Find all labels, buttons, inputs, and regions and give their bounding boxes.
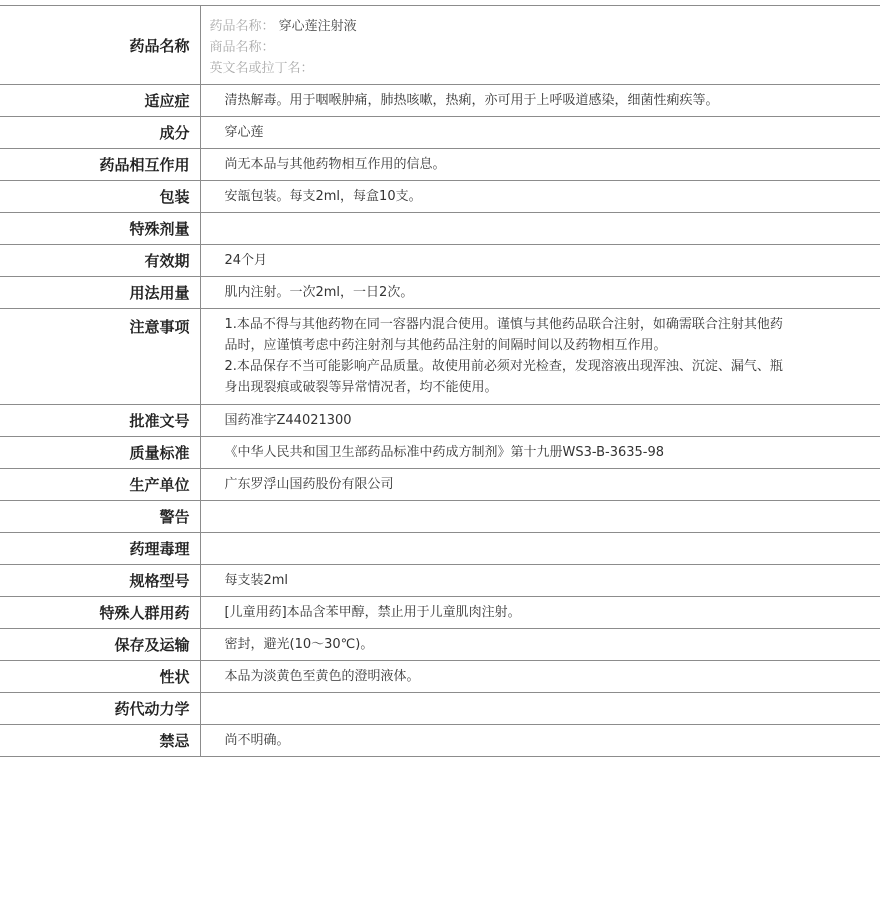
row-value: 安瓿包装。每支2ml，每盒10支。 — [224, 189, 422, 204]
row-value: 肌内注射。一次2ml，一日2次。 — [224, 285, 414, 300]
table-row-appearance — [0, 661, 880, 693]
row-value — [200, 213, 880, 245]
row-value: 每支装2ml — [224, 573, 289, 588]
table-row-manufacturer — [0, 469, 880, 501]
row-label: 用法用量 — [0, 277, 200, 309]
row-label: 质量标准 — [0, 437, 200, 469]
row-label: 禁忌 — [0, 725, 200, 757]
table-row-interactions — [0, 149, 880, 181]
row-label: 规格型号 — [0, 565, 200, 597]
table-row-packaging — [0, 181, 880, 213]
row-label: 批准文号 — [0, 405, 200, 437]
row-value: 《中华人民共和国卫生部药品标准中药成方制剂》第十九册WS3-B-3635-98 — [224, 445, 665, 460]
drug-info-table — [0, 5, 880, 757]
table-row-approval-number — [0, 405, 880, 437]
drug-name-block — [200, 6, 880, 85]
english-name-label: 英文名或拉丁名： — [209, 61, 314, 76]
row-label: 特殊剂量 — [0, 213, 200, 245]
row-label: 生产单位 — [0, 469, 200, 501]
row-value: 尚无本品与其他药物相互作用的信息。 — [224, 157, 446, 172]
row-value: 穿心莲 — [224, 125, 264, 140]
row-label: 保存及运输 — [0, 629, 200, 661]
table-row-specification — [0, 565, 880, 597]
generic-name-value: 穿心莲注射液 — [278, 19, 357, 34]
precaution-item-2: 2.本品保存不当可能影响产品质量。故使用前必须对光检查，发现溶液出现浑浊、沉淀、漏气、瓶身出现裂痕或破裂等异常情况者，均不能使用。 — [224, 359, 783, 395]
row-value: 国药准字Z44021300 — [224, 413, 352, 428]
table-row-pharmacokinetics — [0, 693, 880, 725]
table-row-dosage — [0, 277, 880, 309]
row-value — [200, 533, 880, 565]
generic-name-line — [210, 16, 880, 37]
row-label: 适应症 — [0, 85, 200, 117]
row-label: 药代动力学 — [0, 693, 200, 725]
table-row-drug-name — [0, 6, 880, 85]
table-row-ingredients — [0, 117, 880, 149]
row-value — [200, 501, 880, 533]
table-row-pharmacology — [0, 533, 880, 565]
row-value: 清热解毒。用于咽喉肿痛，肺热咳嗽，热痢，亦可用于上呼吸道感染，细菌性痢疾等。 — [224, 93, 719, 108]
row-value: [儿童用药]本品含苯甲醇，禁止用于儿童肌肉注射。 — [224, 605, 521, 620]
row-label: 性状 — [0, 661, 200, 693]
table-row-special-dosage — [0, 213, 880, 245]
table-row-quality-standard — [0, 437, 880, 469]
table-row-indications — [0, 85, 880, 117]
row-label: 有效期 — [0, 245, 200, 277]
table-row-precautions — [0, 309, 880, 405]
precaution-item-1: 1.本品不得与其他药物在同一容器内混合使用。谨慎与其他药品联合注射，如确需联合注射其他药品时，应谨慎考虑中药注射剂与其他药品注射的间隔时间以及药物相互作用。 — [224, 317, 783, 353]
row-label: 药品名称 — [0, 6, 200, 85]
generic-name-label: 药品名称： — [209, 19, 275, 34]
row-value: 24个月 — [224, 253, 268, 268]
row-label: 成分 — [0, 117, 200, 149]
row-label: 包装 — [0, 181, 200, 213]
table-row-warning — [0, 501, 880, 533]
trade-name-line — [210, 37, 880, 58]
row-value: 广东罗浮山国药股份有限公司 — [224, 477, 394, 492]
table-row-contraindications — [0, 725, 880, 757]
table-row-special-populations — [0, 597, 880, 629]
row-label: 特殊人群用药 — [0, 597, 200, 629]
row-label: 警告 — [0, 501, 200, 533]
row-value: 尚不明确。 — [224, 733, 290, 748]
precautions-value — [200, 309, 880, 405]
row-label: 药品相互作用 — [0, 149, 200, 181]
table-row-storage — [0, 629, 880, 661]
english-name-line — [210, 58, 880, 79]
row-value: 本品为淡黄色至黄色的澄明液体。 — [224, 669, 420, 684]
trade-name-label: 商品名称： — [209, 40, 275, 55]
row-value — [200, 693, 880, 725]
row-label: 药理毒理 — [0, 533, 200, 565]
row-value: 密封，避光(10～30℃)。 — [224, 637, 374, 652]
table-row-shelf-life — [0, 245, 880, 277]
row-label: 注意事项 — [0, 309, 200, 405]
